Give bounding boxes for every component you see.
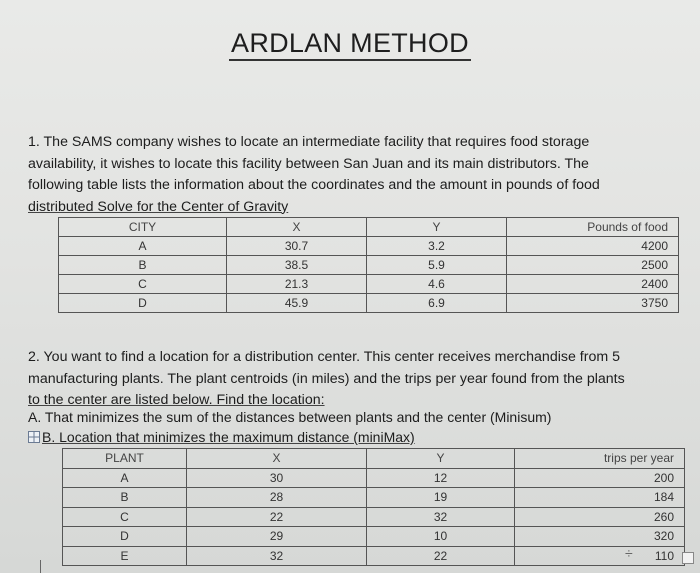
problem-1-line: following table lists the information about the coordinates and the amount in pounds of food — [28, 177, 600, 193]
problem-2-line: 2. You want to find a location for a distribution center. This center receives merchandise from 5 — [28, 349, 620, 365]
problem-1-line: distributed Solve for the Center of Gravity — [28, 198, 289, 215]
table-cell: 21.3 — [227, 275, 367, 294]
problem-2-text — [28, 347, 678, 412]
table-cell: 3.2 — [367, 237, 507, 256]
table-header-cell: CITY — [59, 218, 227, 237]
table-header-cell: Pounds of food — [507, 218, 679, 237]
problem-1-line: 1. The SAMS company wishes to locate an intermediate facility that requires food storage — [28, 134, 590, 150]
table-cell: A — [59, 237, 227, 256]
table-cell: B — [59, 256, 227, 275]
table-cell: 29 — [187, 527, 367, 547]
table-cell: 45.9 — [227, 294, 367, 313]
table-cell: 32 — [187, 546, 367, 566]
table-header-cell: PLANT — [63, 449, 187, 469]
sub-question-b — [28, 429, 415, 445]
table-cell: 30.7 — [227, 237, 367, 256]
text-cursor-marker — [40, 560, 41, 573]
table-row — [59, 294, 679, 313]
table-cell: 28 — [187, 488, 367, 508]
table-cell: D — [59, 294, 227, 313]
problem-2-line: to the center are listed below. Find the location: — [28, 392, 325, 408]
table-cell: E — [63, 546, 187, 566]
page-title — [0, 28, 700, 59]
table-row — [63, 488, 685, 508]
table-cell: 12 — [367, 468, 515, 488]
table-cell: C — [59, 275, 227, 294]
table-row — [63, 546, 685, 566]
table-cell: 200 — [515, 468, 685, 488]
table-header-row — [59, 218, 679, 237]
table-header-cell: X — [227, 218, 367, 237]
table-cell: A — [63, 468, 187, 488]
table-cell: D — [63, 527, 187, 547]
page-title-text: ARDLAN METHOD — [229, 28, 471, 61]
table-header-cell: trips per year — [515, 449, 685, 469]
plant-table — [62, 448, 685, 566]
table-row — [63, 527, 685, 547]
table-row — [63, 468, 685, 488]
table-cell: 260 — [515, 507, 685, 527]
table-row — [59, 275, 679, 294]
table-header-cell: Y — [367, 449, 515, 469]
table-cell: 10 — [367, 527, 515, 547]
table-header-row — [63, 449, 685, 469]
sub-question-a: A. That minimizes the sum of the distances between plants and the center (Minisum) — [28, 409, 552, 425]
problem-2-line: manufacturing plants. The plant centroids (in miles) and the trips per year found from the plants — [28, 370, 625, 387]
table-cell: 19 — [367, 488, 515, 508]
table-move-handle-icon[interactable] — [28, 431, 40, 443]
table-cell: 320 — [515, 527, 685, 547]
table-cell: 30 — [187, 468, 367, 488]
table-cell: 2500 — [507, 256, 679, 275]
table-resize-handle[interactable] — [682, 552, 694, 564]
table-cell: 38.5 — [227, 256, 367, 275]
problem-1-text — [28, 132, 678, 218]
table-row — [59, 256, 679, 275]
table-cell: 22 — [187, 507, 367, 527]
table-cell: 6.9 — [367, 294, 507, 313]
table-cell: 4.6 — [367, 275, 507, 294]
table-cell: 22 — [367, 546, 515, 566]
city-table — [58, 217, 679, 313]
table-cell: 2400 — [507, 275, 679, 294]
sub-question-b-text: B. Location that minimizes the maximum distance (miniMax) — [42, 429, 415, 445]
table-cell: B — [63, 488, 187, 508]
table-cell: 3750 — [507, 294, 679, 313]
table-cell: 184 — [515, 488, 685, 508]
problem-1-line: availability, it wishes to locate this facility between San Juan and its main distributors. The — [28, 155, 589, 172]
table-header-cell: Y — [367, 218, 507, 237]
table-header-cell: X — [187, 449, 367, 469]
table-cell: 4200 — [507, 237, 679, 256]
table-cell: 32 — [367, 507, 515, 527]
table-resize-icon[interactable]: ÷ — [625, 545, 633, 561]
table-row — [63, 507, 685, 527]
table-cell: 110 — [515, 546, 685, 566]
table-cell: 5.9 — [367, 256, 507, 275]
table-row — [59, 237, 679, 256]
table-cell: C — [63, 507, 187, 527]
